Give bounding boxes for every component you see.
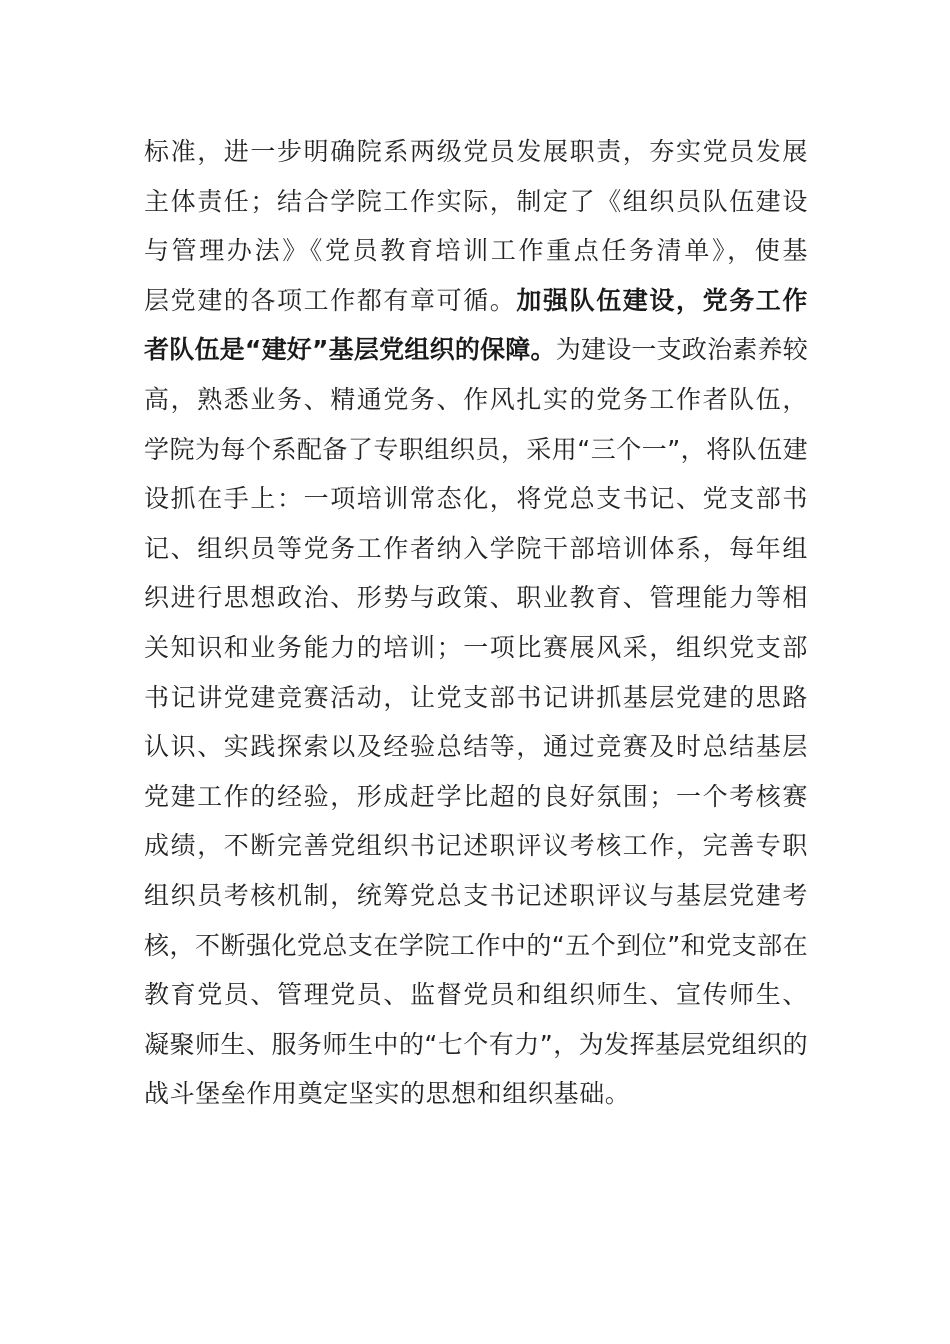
text-line [144,474,808,524]
text-line [144,1069,808,1119]
text-segment: 关知识和业务能力的培训；一项比赛展风采，组织党支部 [144,632,808,662]
text-line [144,772,808,822]
text-segment: 设抓在手上：一项培训常态化，将党总支书记、党支部书 [144,484,808,514]
text-segment: 层党建的各项工作都有章可循。 [144,285,517,315]
text-segment: 成绩，不断完善党组织书记述职评议考核工作，完善专职 [144,831,808,861]
text-line [144,1020,808,1070]
text-line [144,673,808,723]
text-line [144,226,808,276]
text-line [144,425,808,475]
text-segment: 战斗堡垒作用奠定坚实的思想和组织基础。 [144,1079,631,1109]
text-segment: 党建工作的经验，形成赶学比超的良好氛围；一个考核赛 [144,781,808,811]
text-segment: 记、组织员等党务工作者纳入学院干部培训体系，每年组 [144,533,808,563]
text-segment: 认识、实践探索以及经验总结等，通过竞赛及时总结基层 [144,732,808,762]
text-line [144,127,808,177]
text-segment: 主体责任；结合学院工作实际，制定了《组织员队伍建设 [144,186,808,216]
text-line [144,276,808,326]
text-line [144,722,808,772]
text-segment: 与管理办法》《党员教育培训工作重点任务清单》，使基 [144,236,808,266]
text-segment: 组织员考核机制，统筹党总支书记述职评议与基层党建考 [144,880,808,910]
text-segment: 书记讲党建竞赛活动，让党支部书记讲抓基层党建的思路 [144,682,808,712]
text-line [144,573,808,623]
text-segment: 学院为每个系配备了专职组织员，采用“三个一”，将队伍建 [144,434,808,464]
text-segment: 教育党员、管理党员、监督党员和组织师生、宣传师生、 [144,980,808,1010]
text-segment: 标准，进一步明确院系两级党员发展职责，夯实党员发展 [144,137,808,166]
text-line [144,821,808,871]
text-segment: 核，不断强化党总支在学院工作中的“五个到位”和党支部在 [144,930,808,960]
text-line [144,970,808,1020]
text-segment: 凝聚师生、服务师生中的“七个有力”，为发挥基层党组织的 [144,1029,808,1059]
text-line [144,325,808,375]
body-paragraph [144,127,808,1119]
text-line [144,177,808,227]
bold-text-segment: 者队伍是“建好”基层党组织的保障。 [144,335,556,365]
text-line [144,375,808,425]
text-segment: 高，熟悉业务、精通党务、作风扎实的党务工作者队伍， [144,384,808,414]
text-line [144,623,808,673]
text-segment: 为建设一支政治素养较 [555,335,808,365]
text-line [144,921,808,971]
bold-text-segment: 加强队伍建设，党务工作 [516,285,809,315]
text-line [144,524,808,574]
text-line [144,871,808,921]
text-segment: 织进行思想政治、形势与政策、职业教育、管理能力等相 [144,583,808,613]
